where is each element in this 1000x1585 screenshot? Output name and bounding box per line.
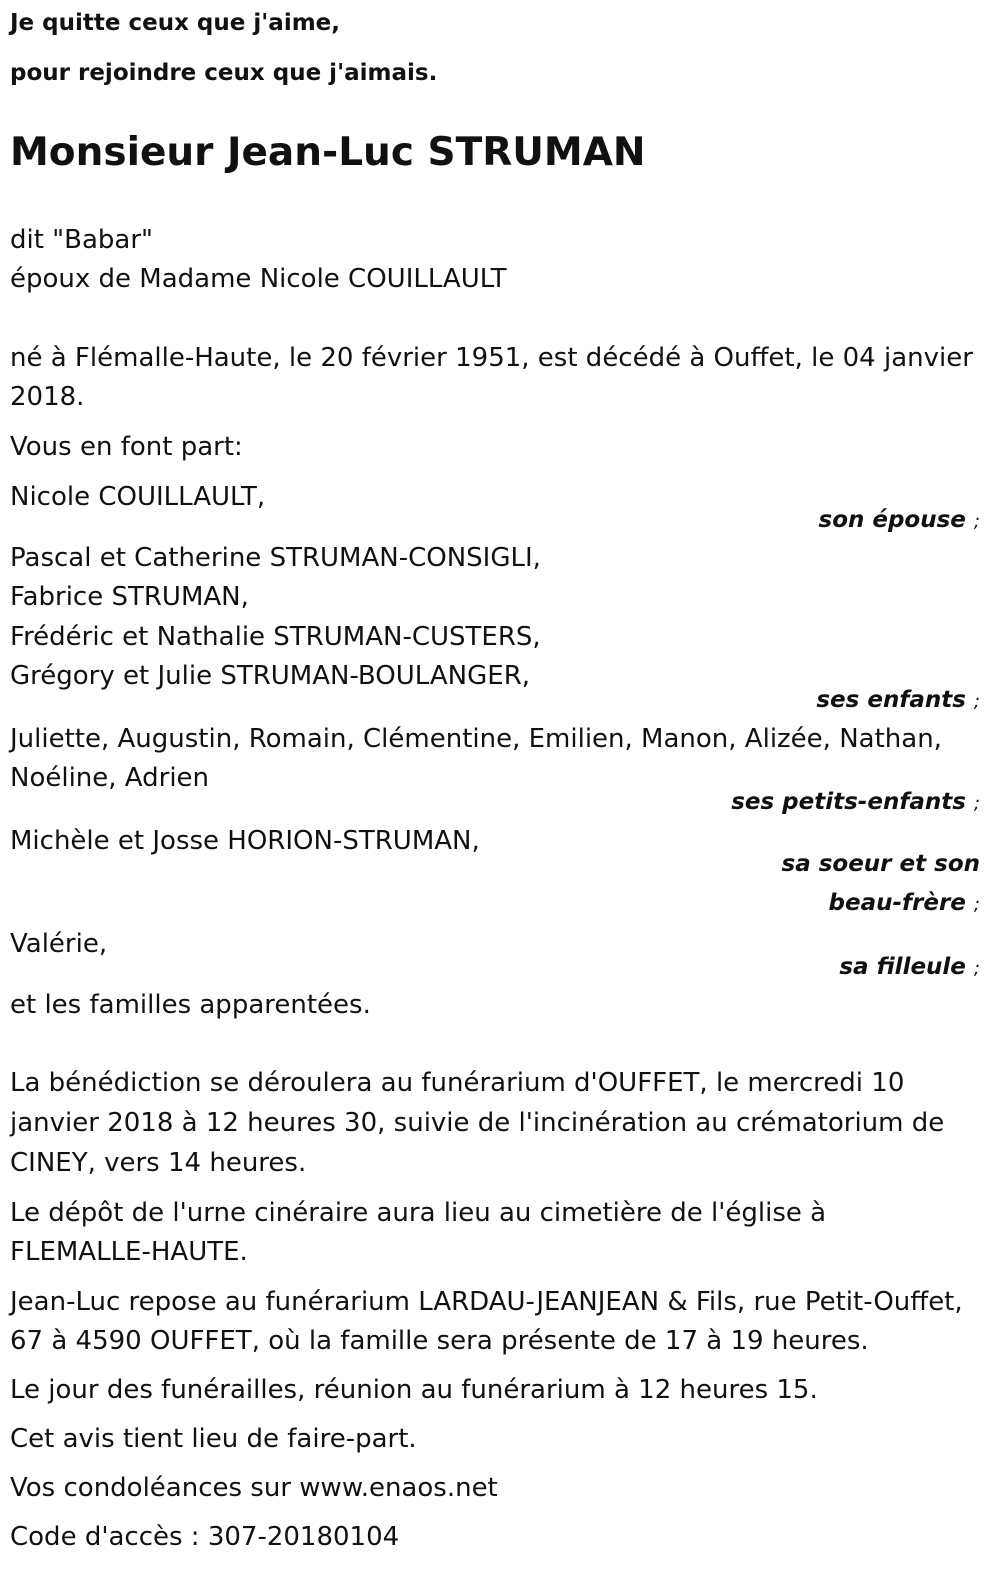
visitation-line-2: 67 à 4590 OUFFET, où la famille sera présente de 17 à 19 heures. — [10, 1326, 869, 1356]
related-families: et les familles apparentées. — [10, 990, 371, 1020]
grandchildren-line-2: Noéline, Adrien — [10, 763, 210, 793]
child-4: Grégory et Julie STRUMAN-BOULANGER, — [10, 661, 531, 691]
relation-separator: ; — [973, 793, 980, 814]
urn-line-1: Le dépôt de l'urne cinéraire aura lieu au cimetière de l'église à — [10, 1198, 827, 1228]
relation-children-label: ses enfants — [816, 687, 966, 713]
epigraph-line-2: pour rejoindre ceux que j'aimais. — [10, 60, 438, 86]
deceased-name: Monsieur Jean-Luc STRUMAN — [10, 130, 646, 175]
sibling-name: Michèle et Josse HORION-STRUMAN, — [10, 826, 480, 856]
benediction-line-3: CINEY, vers 14 heures. — [10, 1148, 307, 1178]
relation-children — [816, 687, 980, 713]
relation-separator: ; — [973, 958, 980, 979]
spouse-line: époux de Madame Nicole COUILLAULT — [10, 264, 507, 294]
urn-line-2: FLEMALLE-HAUTE. — [10, 1237, 248, 1267]
relation-goddaughter — [839, 954, 980, 980]
visitation-line-1: Jean-Luc repose au funérarium LARDAU-JEANJEAN & Fils, rue Petit-Ouffet, — [10, 1287, 963, 1317]
relation-grandchildren-label: ses petits-enfants — [731, 789, 966, 815]
goddaughter-name: Valérie, — [10, 929, 108, 959]
epigraph-line-1: Je quitte ceux que j'aime, — [10, 10, 341, 36]
relation-sibling-line-1 — [782, 851, 981, 877]
announcement-intro: Vous en font part: — [10, 432, 243, 462]
birth-death-line-1: né à Flémalle-Haute, le 20 février 1951, est décédé à Ouffet, le 04 janvier — [10, 343, 973, 373]
relation-goddaughter-label: sa filleule — [839, 954, 966, 980]
relation-grandchildren — [731, 789, 980, 815]
access-code: Code d'accès : 307-20180104 — [10, 1522, 400, 1552]
relation-separator: ; — [973, 691, 980, 712]
child-2: Fabrice STRUMAN, — [10, 582, 249, 612]
relation-spouse-label: son épouse — [818, 507, 966, 533]
birth-death-line-2: 2018. — [10, 382, 85, 412]
child-3: Frédéric et Nathalie STRUMAN-CUSTERS, — [10, 622, 541, 652]
spouse-name: Nicole COUILLAULT, — [10, 482, 266, 512]
nickname: dit "Babar" — [10, 225, 153, 255]
relation-sibling-label-1: sa soeur et son — [781, 851, 980, 877]
relation-separator: ; — [973, 511, 980, 532]
grandchildren-line-1: Juliette, Augustin, Romain, Clémentine, Emilien, Manon, Alizée, Nathan, — [10, 724, 942, 754]
meeting-info: Le jour des funérailles, réunion au funérarium à 12 heures 15. — [10, 1375, 818, 1405]
relation-sibling-line-2 — [829, 890, 981, 916]
relation-spouse — [819, 507, 981, 533]
benediction-line-1: La bénédiction se déroulera au funérarium d'OUFFET, le mercredi 10 — [10, 1068, 905, 1098]
child-1: Pascal et Catherine STRUMAN-CONSIGLI, — [10, 543, 541, 573]
benediction-line-2: janvier 2018 à 12 heures 30, suivie de l'incinération au crématorium de — [10, 1108, 945, 1138]
notice-text: Cet avis tient lieu de faire-part. — [10, 1424, 417, 1454]
condolences-link[interactable]: Vos condoléances sur www.enaos.net — [10, 1473, 498, 1503]
relation-sibling-label-2: beau-frère — [828, 890, 966, 916]
relation-separator: ; — [973, 894, 980, 915]
